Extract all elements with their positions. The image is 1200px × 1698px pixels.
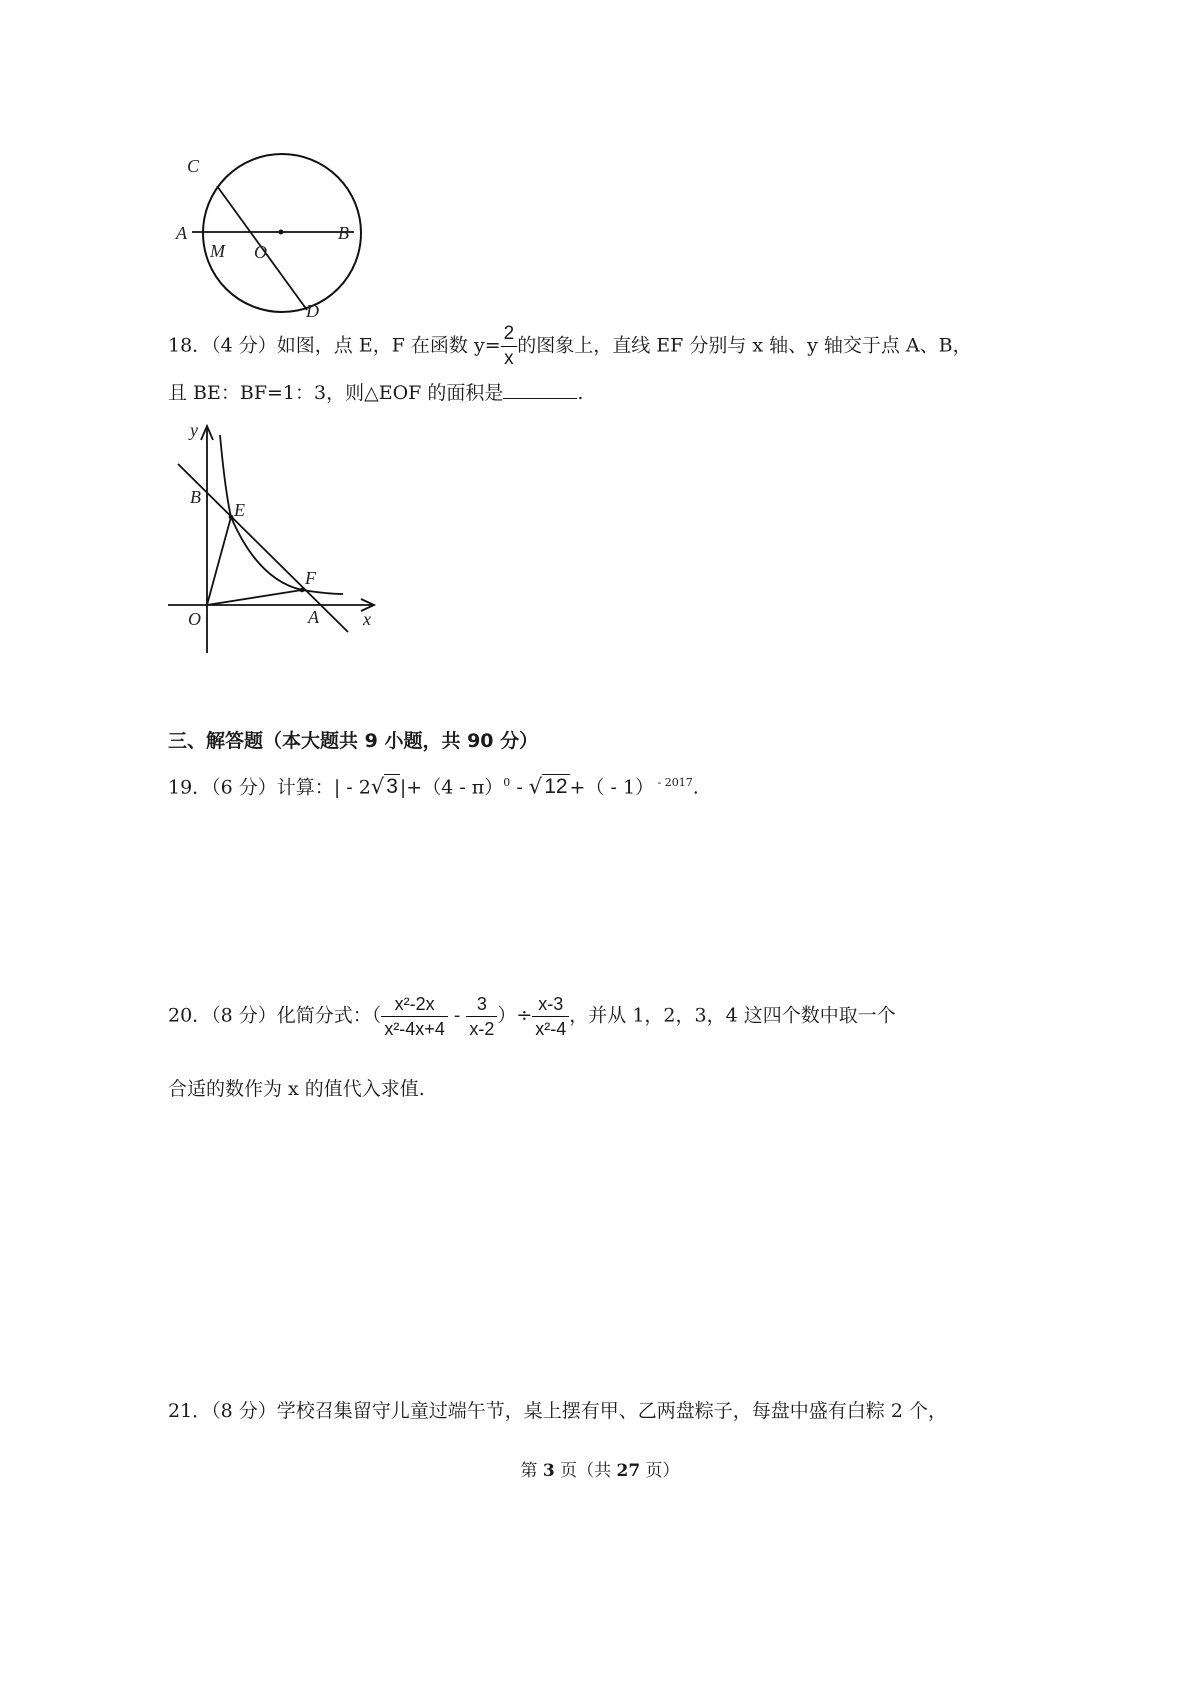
label-y: y <box>190 420 198 440</box>
label-o: O <box>254 242 267 262</box>
label-d: D <box>306 301 319 321</box>
q19-part3: - <box>510 776 529 799</box>
point-f <box>300 588 305 593</box>
q20-f2-den: x-2 <box>469 1019 495 1039</box>
question-18-line2 <box>168 380 583 406</box>
q20-suffix: ，并从 1，2，3，4 这四个数中取一个 <box>569 1004 896 1027</box>
section-heading: 三、解答题（本大题共 9 小题，共 90 分） <box>168 730 539 752</box>
q18-prefix: 18．（4 分）如图，点 E，F 在函数 y= <box>168 334 501 357</box>
label-b: B <box>190 487 201 507</box>
q19-exponent-0: 0 <box>503 776 511 789</box>
hyperbola-figure <box>168 420 388 660</box>
question-18 <box>168 322 972 371</box>
q19-part1: | - 2 <box>333 776 371 799</box>
question-20 <box>168 992 896 1041</box>
q20-f3-den: x²-4 <box>535 1019 567 1039</box>
q18-frac-den: x <box>504 348 514 369</box>
point-e <box>229 515 234 520</box>
sqrt-symbol: √ <box>370 774 385 799</box>
q19-part4: +（ - 1） <box>569 776 655 799</box>
q19-radicand-12: 12 <box>544 775 568 799</box>
q19-end: . <box>692 776 699 799</box>
q20-div: ）÷ <box>497 1004 533 1027</box>
footer-total-pages: 27 <box>616 1461 641 1481</box>
q18-frac-num: 2 <box>501 322 518 347</box>
circle-figure <box>176 156 378 325</box>
label-f: F <box>305 568 316 588</box>
sqrt-symbol: √ <box>528 774 543 799</box>
q20-minus: - <box>447 1004 467 1027</box>
q19-radicand-3: 3 <box>386 775 398 799</box>
question-20-line2: 合适的数作为 x 的值代入求值. <box>168 1078 425 1100</box>
footer-page-number: 3 <box>542 1461 555 1481</box>
page-footer <box>0 1456 1200 1481</box>
q19-part2: |+（4 - π） <box>399 776 504 799</box>
footer-pre: 第 <box>520 1461 543 1481</box>
label-a: A <box>176 223 187 243</box>
q20-fraction-2 <box>466 992 497 1041</box>
q18-fraction <box>501 322 518 371</box>
q18-line2: 且 BE：BF=1：3，则△EOF 的面积是 <box>168 382 504 404</box>
answer-blank[interactable] <box>503 380 577 399</box>
q20-f1-den: x²-4x+4 <box>384 1019 445 1039</box>
q20-prefix: 20．（8 分）化简分式：（ <box>168 1004 382 1027</box>
footer-post: 页） <box>640 1461 680 1481</box>
label-e: E <box>234 500 245 520</box>
q20-f3-num: x-3 <box>532 992 569 1017</box>
q20-f2-num: 3 <box>466 992 497 1017</box>
q20-f1-num: x²-2x <box>381 992 448 1017</box>
label-b: B <box>338 223 349 243</box>
question-21: 21．（8 分）学校召集留守儿童过端午节，桌上摆有甲、乙两盘粽子，每盘中盛有白粽 2 个， <box>168 1400 947 1422</box>
label-o: O <box>188 609 201 629</box>
question-19 <box>168 770 699 800</box>
line-ef <box>178 464 348 632</box>
label-m: M <box>210 241 225 261</box>
label-a: A <box>308 607 319 627</box>
q20-fraction-3 <box>532 992 569 1041</box>
q18-line2-end: . <box>577 382 584 404</box>
label-c: C <box>187 156 200 176</box>
q19-exponent-2017: - 2017 <box>654 776 693 789</box>
segment-oe <box>207 517 231 605</box>
q18-suffix: 的图象上，直线 EF 分别与 x 轴、y 轴交于点 A、B， <box>517 334 972 357</box>
q20-fraction-1 <box>381 992 448 1041</box>
q19-prefix: 19．（6 分）计算： <box>168 776 334 799</box>
center-point <box>279 230 284 235</box>
label-x: x <box>363 609 371 629</box>
segment-of <box>207 590 302 605</box>
footer-mid: 页（共 <box>554 1461 617 1481</box>
